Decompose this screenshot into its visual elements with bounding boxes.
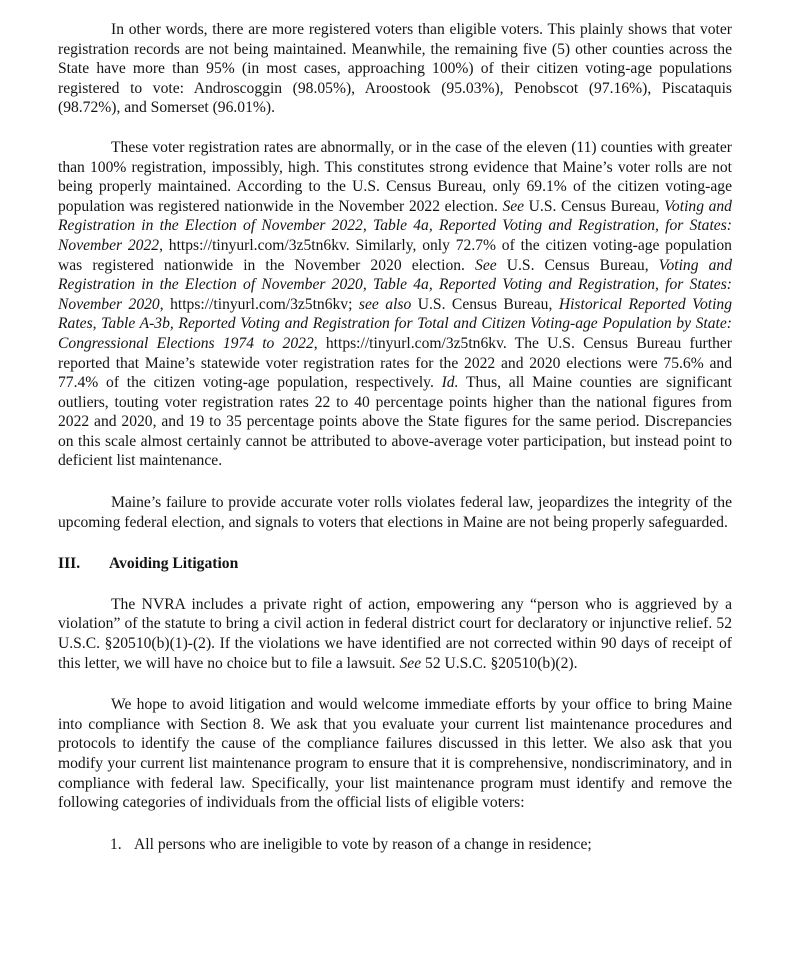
citation-signal: see also (358, 295, 412, 313)
text-segment: , https://tinyurl.com/3z5tn6kv; (159, 295, 359, 313)
citation-signal: See (475, 256, 497, 274)
citation-signal: See (502, 197, 525, 215)
text-segment: , https://tinyurl.com/3z5tn6kv. Similarly, only 72.7% of the citizen voting-age population was registered nationwide in the November 2020 election. (58, 236, 732, 274)
text-segment: These voter registration rates are abnormally, or in the case of the eleven (11) counties with greater than 100% registration, impossibly, high. This constitutes strong evidence that Maine’s voter rolls are not being properly maintained. According to the U.S. Census Bureau, only 69.1% of the citizen voting-age population was registered nationwide in the November 2022 election. (58, 138, 732, 215)
text-segment: , https://tinyurl.com/3z5tn6kv. The U.S. Census Bureau further reported that Maine’s statewide voter registration rates for the 2022 and 2020 elections were 75.6% and 77.4% of the citizen voting-age population, respectively. (58, 334, 732, 392)
list-item-number: 1. (110, 835, 122, 853)
section-heading (58, 554, 732, 574)
citation-title: Voting and Registration in the Election of November 2022, Table 4a, Reported Voting and Registration, for States: November 2022 (58, 197, 732, 254)
text-segment: U.S. Census Bureau, (524, 197, 665, 215)
section-title: Avoiding Litigation (109, 555, 239, 573)
paragraph-registration-rates (58, 138, 732, 471)
list-item-text: All persons who are ineligible to vote by reason of a change in residence; (134, 835, 592, 853)
paragraph-compliance-request: We hope to avoid litigation and would welcome immediate efforts by your office to bring Maine into compliance with Section 8. We ask that you evaluate your current list maintenance procedures and protocols to identify the cause of the compliance failures discussed in this letter. We also ask that you modify your current list maintenance program to ensure that it is comprehensive, nondiscriminatory, and in compliance with federal law. Specifically, your list maintenance program must identify and remove the following categories of individuals from the official lists of eligible voters: (58, 696, 732, 812)
text-segment: The NVRA includes a private right of action, empowering any “person who is aggrieved by a violation” of the statute to bring a civil action in federal district court for declaratory or injunctive relief. 52 U.S.C. §20510(b)(1)-(2). If the violations we have identified are not corrected within 90 days of receipt of this letter, we will have no choice but to file a lawsuit. (58, 595, 732, 672)
section-number: III. (58, 555, 81, 573)
citation-title: Historical Reported Voting Rates, Table A-3b, Reported Voting and Registration for Total and Citizen Voting-age Population by State: Congressional Elections 1974 to 2022 (58, 295, 732, 352)
citation-signal: Id. (441, 374, 459, 392)
list-item (110, 835, 732, 855)
citation-signal: See (399, 654, 422, 672)
text-segment: U.S. Census Bureau, (496, 256, 659, 274)
text-segment: 52 U.S.C. §20510(b)(2). (421, 654, 578, 672)
citation-title: Voting and Registration in the Election of November 2020, Table 4a, Reported Voting and Registration, for States: November 2020 (58, 256, 732, 313)
paragraph-registration-excess: In other words, there are more registered voters than eligible voters. This plainly shows that voter registration records are not being maintained. Meanwhile, the remaining five (5) other counties across the State have more than 95% (in most cases, approaching 100%) of their citizen voting-age populations registered to vote: Androscoggin (98.05%), Aroostook (95.03%), Penobscot (97.16%), Piscataquis (98.72%), and Somerset (96.01%). (58, 21, 732, 117)
text-segment: U.S. Census Bureau, (411, 295, 559, 313)
paragraph-nvra-right-of-action (58, 595, 732, 673)
paragraph-failure-violation: Maine’s failure to provide accurate voter rolls violates federal law, jeopardizes the integrity of the upcoming federal election, and signals to voters that elections in Maine are not being properly safeguarded. (58, 494, 732, 531)
text-segment: Thus, all Maine counties are significant outliers, touting voter registration rates 22 to 40 percentage points higher than the national figures from 2022 and 2020, and 19 to 35 percentage points above the State figures for the same period. Discrepancies on this scale almost certainly cannot be attributed to above-average voter participation, but instead point to deficient list maintenance. (58, 374, 732, 470)
